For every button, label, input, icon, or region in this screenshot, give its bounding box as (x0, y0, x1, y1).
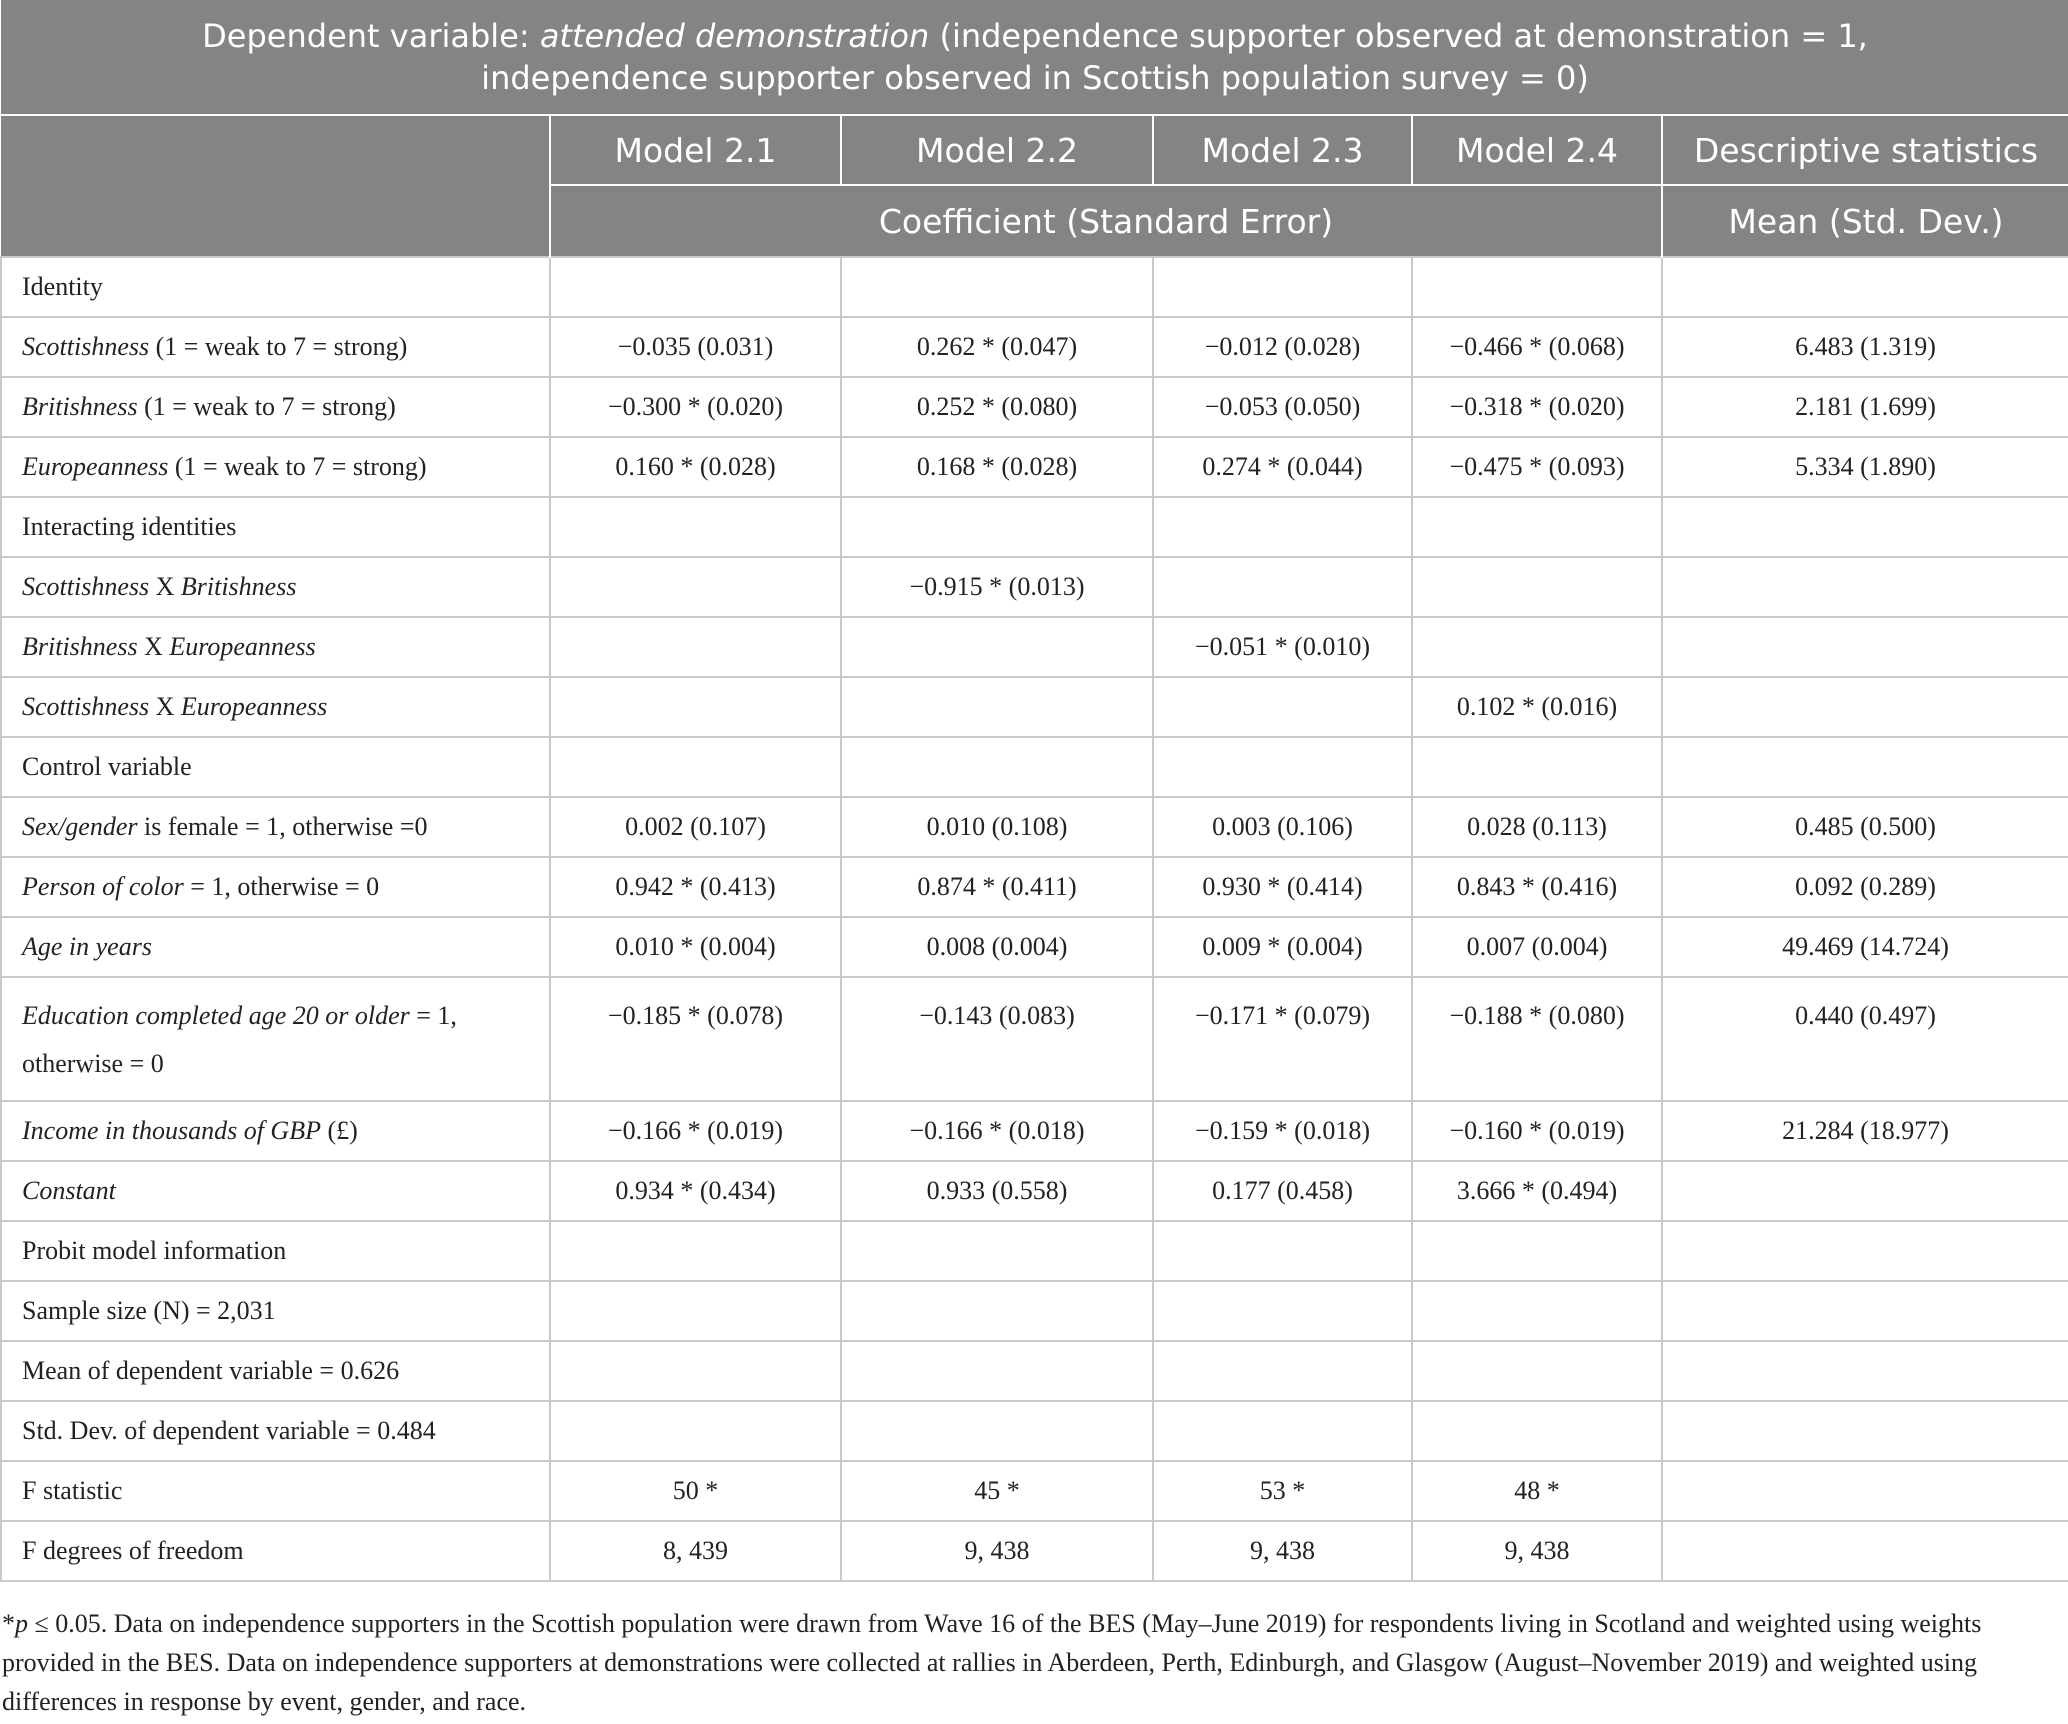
cell-descriptive: 2.181 (1.699) (1662, 377, 2068, 437)
cell-model-2-1: −0.300 * (0.020) (550, 377, 841, 437)
table-row (1, 797, 2068, 857)
cell-model-2-4: 0.843 * (0.416) (1412, 857, 1662, 917)
cell-empty (1412, 557, 1662, 617)
label-italic: Europeanness (169, 632, 316, 661)
cell-descriptive: 0.092 (0.289) (1662, 857, 2068, 917)
header-model-2-3: Model 2.3 (1153, 115, 1412, 185)
cell-empty (1153, 1281, 1412, 1341)
cell-empty (1662, 497, 2068, 557)
cell-empty (1662, 617, 2068, 677)
cell-empty (1412, 257, 1662, 317)
cell-model-2-2: 0.933 (0.558) (841, 1161, 1153, 1221)
table-title (1, 0, 2068, 115)
cell-descriptive: 0.485 (0.500) (1662, 797, 2068, 857)
header-coefficient-label: Coefficient (Standard Error) (550, 185, 1662, 257)
cell-descriptive: 5.334 (1.890) (1662, 437, 2068, 497)
cell-model-2-1: 50 * (550, 1461, 841, 1521)
cell-model-2-3: 53 * (1153, 1461, 1412, 1521)
cell-model-2-2: −0.143 (0.083) (841, 977, 1153, 1101)
table-body (1, 257, 2068, 1581)
header-descriptive-statistics: Descriptive statistics (1662, 115, 2068, 185)
label-rest: = 1, (409, 1001, 457, 1030)
label-rest: X (149, 692, 181, 721)
cell-empty (550, 1281, 841, 1341)
cell-model-2-4: 9, 438 (1412, 1521, 1662, 1581)
row-label-sd-dv: Std. Dev. of dependent variable = 0.484 (1, 1401, 550, 1461)
cell-model-2-4: −0.475 * (0.093) (1412, 437, 1662, 497)
label-rest: (1 = weak to 7 = strong) (149, 332, 408, 361)
label-rest: (1 = weak to 7 = strong) (168, 452, 427, 481)
row-label-britishness-x-europeanness (1, 617, 550, 677)
cell-model-2-1: −0.035 (0.031) (550, 317, 841, 377)
cell-empty (841, 617, 1153, 677)
table-row (1, 1461, 2068, 1521)
label-rest: X (137, 632, 170, 661)
header-model-2-1: Model 2.1 (550, 115, 841, 185)
table-row (1, 437, 2068, 497)
cell-empty (1662, 1461, 2068, 1521)
cell-model-2-4: 0.028 (0.113) (1412, 797, 1662, 857)
cell-model-2-4: 0.102 * (0.016) (1412, 677, 1662, 737)
row-label-constant (1, 1161, 550, 1221)
title-prefix: Dependent variable: (202, 17, 540, 55)
label-rest: (£) (320, 1116, 358, 1145)
cell-model-2-3: 0.274 * (0.044) (1153, 437, 1412, 497)
row-label-interacting-identities: Interacting identities (1, 497, 550, 557)
cell-empty (550, 617, 841, 677)
cell-model-2-2: 0.008 (0.004) (841, 917, 1153, 977)
cell-empty (841, 1401, 1153, 1461)
title-suffix: (independence supporter observed at demonstration = 1, (929, 17, 1868, 55)
cell-empty (1412, 617, 1662, 677)
row-label-control-variable: Control variable (1, 737, 550, 797)
cell-model-2-2: −0.166 * (0.018) (841, 1101, 1153, 1161)
row-label-age (1, 917, 550, 977)
cell-model-2-3: 0.177 (0.458) (1153, 1161, 1412, 1221)
label-italic: Europeanness (22, 452, 169, 481)
cell-empty (1153, 737, 1412, 797)
cell-model-2-1: 0.934 * (0.434) (550, 1161, 841, 1221)
cell-empty (841, 257, 1153, 317)
cell-model-2-4: 48 * (1412, 1461, 1662, 1521)
cell-model-2-2: 0.262 * (0.047) (841, 317, 1153, 377)
cell-descriptive: 0.440 (0.497) (1662, 977, 2068, 1101)
cell-model-2-1: −0.185 * (0.078) (550, 977, 841, 1101)
table-row (1, 317, 2068, 377)
label-italic: Scottishness (22, 572, 150, 601)
footnote-line3: differences in response by event, gender, and race. (2, 1687, 527, 1716)
row-label-britishness (1, 377, 550, 437)
table-header (1, 0, 2068, 257)
cell-empty (550, 737, 841, 797)
label-rest: = 1, otherwise = 0 (183, 872, 380, 901)
cell-model-2-3: −0.012 (0.028) (1153, 317, 1412, 377)
cell-empty (1662, 737, 2068, 797)
cell-empty (1662, 1341, 2068, 1401)
cell-empty (1662, 1221, 2068, 1281)
cell-empty (1662, 257, 2068, 317)
row-label-sample-size: Sample size (N) = 2,031 (1, 1281, 550, 1341)
cell-empty (1412, 497, 1662, 557)
cell-model-2-2: 0.168 * (0.028) (841, 437, 1153, 497)
cell-model-2-3: 0.009 * (0.004) (1153, 917, 1412, 977)
cell-empty (1662, 677, 2068, 737)
cell-empty (550, 1341, 841, 1401)
cell-empty (1412, 1341, 1662, 1401)
cell-empty (841, 1341, 1153, 1401)
cell-empty (841, 1281, 1153, 1341)
cell-empty (1153, 1341, 1412, 1401)
cell-model-2-4: 0.007 (0.004) (1412, 917, 1662, 977)
cell-empty (550, 557, 841, 617)
cell-model-2-2: 45 * (841, 1461, 1153, 1521)
cell-empty (841, 497, 1153, 557)
label-italic: Scottishness (22, 692, 150, 721)
table-row (1, 977, 2068, 1101)
label-italic: Income in thousands of GBP (22, 1116, 321, 1145)
cell-model-2-1: 8, 439 (550, 1521, 841, 1581)
table-row (1, 917, 2068, 977)
footnote-star: * (2, 1609, 15, 1638)
cell-model-2-3: 0.003 (0.106) (1153, 797, 1412, 857)
title-line2: independence supporter observed in Scottish population survey = 0) (481, 59, 1589, 97)
row-label-scottishness-x-europeanness (1, 677, 550, 737)
label-line2: otherwise = 0 (22, 1049, 164, 1078)
label-italic: Scottishness (22, 332, 150, 361)
row-label-scottishness (1, 317, 550, 377)
cell-empty (550, 677, 841, 737)
row-label-income (1, 1101, 550, 1161)
label-italic: Sex/gender (22, 812, 138, 841)
cell-empty (1412, 737, 1662, 797)
table-row (1, 497, 2068, 557)
table-row (1, 857, 2068, 917)
cell-empty (1153, 497, 1412, 557)
cell-model-2-4: −0.160 * (0.019) (1412, 1101, 1662, 1161)
cell-empty (550, 1401, 841, 1461)
cell-model-2-4: −0.188 * (0.080) (1412, 977, 1662, 1101)
cell-model-2-1: 0.002 (0.107) (550, 797, 841, 857)
row-label-probit-info: Probit model information (1, 1221, 550, 1281)
table-row (1, 737, 2068, 797)
cell-empty (1412, 1281, 1662, 1341)
row-label-f-statistic: F statistic (1, 1461, 550, 1521)
cell-descriptive: 6.483 (1.319) (1662, 317, 2068, 377)
cell-empty (1662, 1401, 2068, 1461)
label-italic: Britishness (22, 632, 138, 661)
label-italic: Britishness (22, 392, 138, 421)
table-row (1, 1281, 2068, 1341)
cell-model-2-1: 0.942 * (0.413) (550, 857, 841, 917)
table-row (1, 1341, 2068, 1401)
table-row (1, 1101, 2068, 1161)
cell-model-2-4: −0.318 * (0.020) (1412, 377, 1662, 437)
label-italic: Age in years (22, 932, 152, 961)
row-label-sex-gender (1, 797, 550, 857)
table-row (1, 557, 2068, 617)
table-row (1, 677, 2068, 737)
row-label-mean-dv: Mean of dependent variable = 0.626 (1, 1341, 550, 1401)
row-label-education (1, 977, 550, 1101)
cell-model-2-4: −0.466 * (0.068) (1412, 317, 1662, 377)
cell-model-2-4: 3.666 * (0.494) (1412, 1161, 1662, 1221)
label-italic: Person of color (22, 872, 184, 901)
cell-empty (1153, 1401, 1412, 1461)
cell-model-2-3: −0.159 * (0.018) (1153, 1101, 1412, 1161)
cell-model-2-3: 0.930 * (0.414) (1153, 857, 1412, 917)
cell-empty (1412, 1221, 1662, 1281)
cell-empty (1153, 677, 1412, 737)
cell-model-2-2: 0.010 (0.108) (841, 797, 1153, 857)
cell-empty (1662, 1161, 2068, 1221)
cell-empty (1662, 557, 2068, 617)
label-italic: Constant (22, 1176, 116, 1205)
label-italic: Europeanness (180, 692, 328, 721)
cell-empty (1153, 557, 1412, 617)
cell-model-2-3: −0.051 * (0.010) (1153, 617, 1412, 677)
cell-model-2-1: −0.166 * (0.019) (550, 1101, 841, 1161)
cell-descriptive: 49.469 (14.724) (1662, 917, 2068, 977)
label-rest: (1 = weak to 7 = strong) (137, 392, 396, 421)
table-row (1, 1521, 2068, 1581)
cell-empty (841, 737, 1153, 797)
row-label-identity: Identity (1, 257, 550, 317)
cell-model-2-2: 9, 438 (841, 1521, 1153, 1581)
cell-empty (550, 497, 841, 557)
cell-model-2-2: 0.874 * (0.411) (841, 857, 1153, 917)
header-model-2-2: Model 2.2 (841, 115, 1153, 185)
cell-empty (1153, 257, 1412, 317)
header-model-2-4: Model 2.4 (1412, 115, 1662, 185)
row-label-scottishness-x-britishness (1, 557, 550, 617)
footnote-line2: provided in the BES. Data on independence supporters at demonstrations were collected at rallies in Aberdeen, Perth, Edinburgh, and Glasgow (August–November 2019) and weighted using (2, 1648, 1978, 1677)
table-row (1, 257, 2068, 317)
cell-model-2-1: 0.010 * (0.004) (550, 917, 841, 977)
header-corner (1, 115, 550, 257)
cell-empty (1662, 1521, 2068, 1581)
cell-empty (550, 1221, 841, 1281)
table-row (1, 377, 2068, 437)
cell-model-2-1: 0.160 * (0.028) (550, 437, 841, 497)
cell-empty (841, 1221, 1153, 1281)
cell-empty (1412, 1401, 1662, 1461)
table-footnote (0, 1604, 2050, 1721)
label-italic: Britishness (180, 572, 297, 601)
row-label-europeanness (1, 437, 550, 497)
cell-descriptive: 21.284 (18.977) (1662, 1101, 2068, 1161)
label-italic: Education completed age 20 or older (22, 1001, 410, 1030)
cell-empty (1153, 1221, 1412, 1281)
cell-model-2-2: −0.915 * (0.013) (841, 557, 1153, 617)
cell-model-2-2: 0.252 * (0.080) (841, 377, 1153, 437)
table-row (1, 1161, 2068, 1221)
cell-model-2-3: −0.053 (0.050) (1153, 377, 1412, 437)
header-mean-label: Mean (Std. Dev.) (1662, 185, 2068, 257)
table-row (1, 1401, 2068, 1461)
cell-model-2-3: 9, 438 (1153, 1521, 1412, 1581)
cell-empty (841, 677, 1153, 737)
title-dependent-variable: attended demonstration (539, 17, 930, 55)
table-row (1, 617, 2068, 677)
row-label-f-degrees-of-freedom: F degrees of freedom (1, 1521, 550, 1581)
footnote-line1: ≤ 0.05. Data on independence supporters in the Scottish population were drawn from Wave 16 of the BES (May–June 2019) for respondents living in Scotland and weighted using weights (28, 1609, 1982, 1638)
table-row (1, 1221, 2068, 1281)
footnote-p: p (15, 1609, 28, 1638)
row-label-person-of-color (1, 857, 550, 917)
label-rest: X (149, 572, 181, 601)
cell-empty (550, 257, 841, 317)
cell-empty (1662, 1281, 2068, 1341)
label-rest: is female = 1, otherwise =0 (137, 812, 428, 841)
cell-model-2-3: −0.171 * (0.079) (1153, 977, 1412, 1101)
